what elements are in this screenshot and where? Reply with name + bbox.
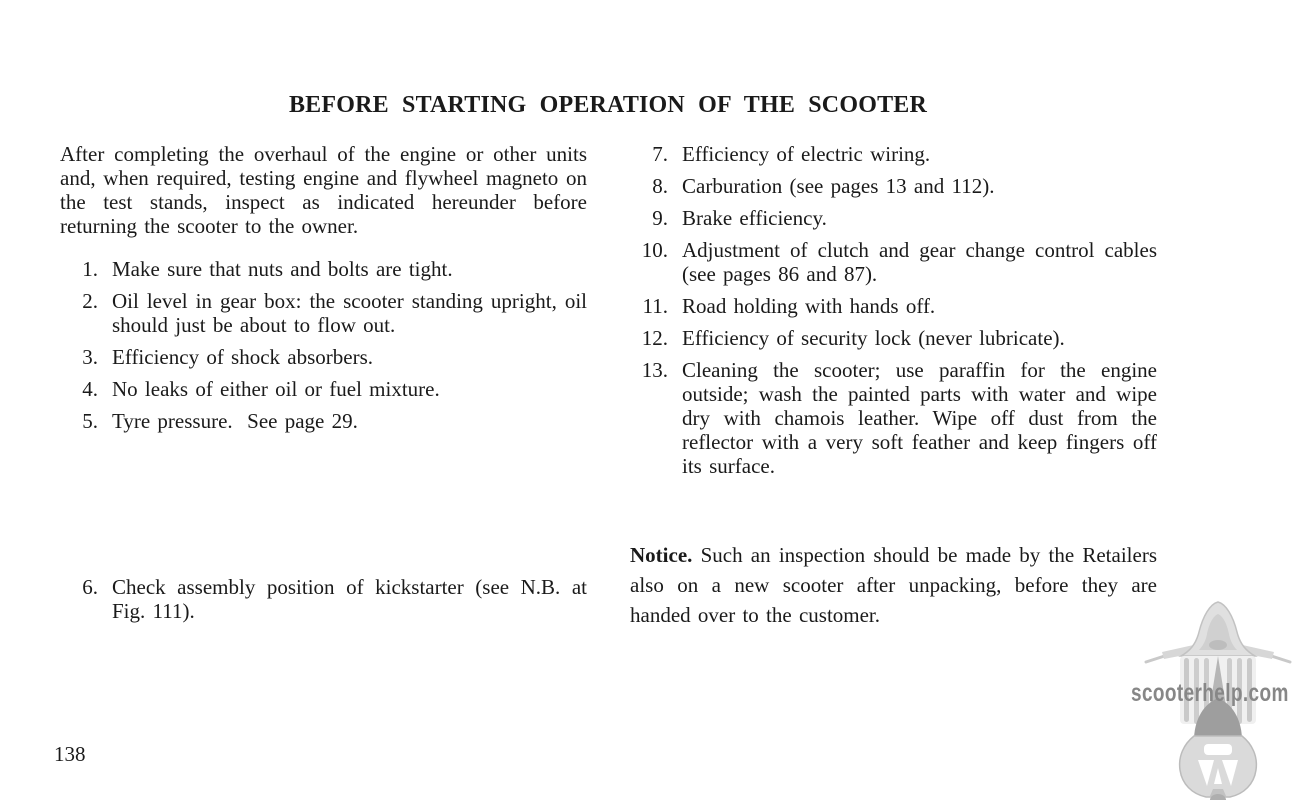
item-text: Brake efficiency. [682, 206, 827, 230]
list-item [630, 358, 1157, 478]
list-item [60, 289, 587, 337]
item-text: Make sure that nuts and bolts are tight. [112, 257, 453, 281]
item-text: Tyre pressure. See page 29. [112, 409, 358, 433]
list-item [60, 377, 587, 401]
item-number: 8. [652, 174, 668, 198]
item-number: 13. [641, 358, 668, 382]
list-item [60, 345, 587, 369]
list-item [60, 409, 587, 433]
item-text: Efficiency of shock absorbers. [112, 345, 374, 369]
list-item [630, 174, 1157, 198]
watermark-text: scooterhelp.com [1131, 679, 1289, 707]
item-text: Check assembly position of kickstarter (see N.B. at Fig. 111). [112, 575, 587, 623]
item-text: Efficiency of security lock (never lubricate). [682, 326, 1065, 350]
checklist-left-continued [60, 575, 587, 631]
item-text: No leaks of either oil or fuel mixture. [112, 377, 440, 401]
list-item [630, 294, 1157, 318]
item-number: 9. [652, 206, 668, 230]
checklist-left [60, 257, 587, 433]
page-title: BEFORE STARTING OPERATION OF THE SCOOTER [288, 92, 928, 118]
left-column [60, 142, 587, 702]
list-item [630, 206, 1157, 230]
item-text: Road holding with hands off. [682, 294, 936, 318]
item-number: 5. [82, 409, 98, 433]
item-number: 4. [82, 377, 98, 401]
item-number: 10. [641, 238, 668, 262]
right-column [630, 142, 1157, 702]
item-number: 6. [82, 575, 98, 599]
list-item [630, 326, 1157, 350]
notice-paragraph [630, 540, 1157, 630]
checklist-right [630, 142, 1157, 478]
list-item [630, 238, 1157, 286]
page-number: 138 [54, 742, 86, 766]
item-text: Cleaning the scooter; use paraffin for the engine outside; wash the painted parts with water and wipe dry with chamois leather. Wipe off dust from the reflector with a very soft feather and keep fingers off its surface. [682, 358, 1157, 478]
item-number: 7. [652, 142, 668, 166]
item-text: Carburation (see pages 13 and 112). [682, 174, 995, 198]
item-text: Efficiency of electric wiring. [682, 142, 931, 166]
item-number: 11. [642, 294, 668, 318]
notice-label: Notice. [630, 543, 693, 567]
item-number: 3. [82, 345, 98, 369]
notice-text: Such an inspection should be made by the Retailers also on a new scooter after unpacking, before they are handed over to the customer. [630, 543, 1157, 627]
intro-paragraph: After completing the overhaul of the engine or other units and, when required, testing engine and flywheel magneto on the test stands, inspect as indicated hereunder before returning the scooter to the owner. [60, 142, 587, 238]
list-item [60, 257, 587, 281]
item-number: 2. [82, 289, 98, 313]
item-number: 12. [641, 326, 668, 350]
item-text: Adjustment of clutch and gear change control cables (see pages 86 and 87). [682, 238, 1157, 286]
item-text: Oil level in gear box: the scooter standing upright, oil should just be about to flow out. [112, 289, 587, 337]
item-number: 1. [82, 257, 98, 281]
list-item [630, 142, 1157, 166]
list-item [60, 575, 587, 623]
